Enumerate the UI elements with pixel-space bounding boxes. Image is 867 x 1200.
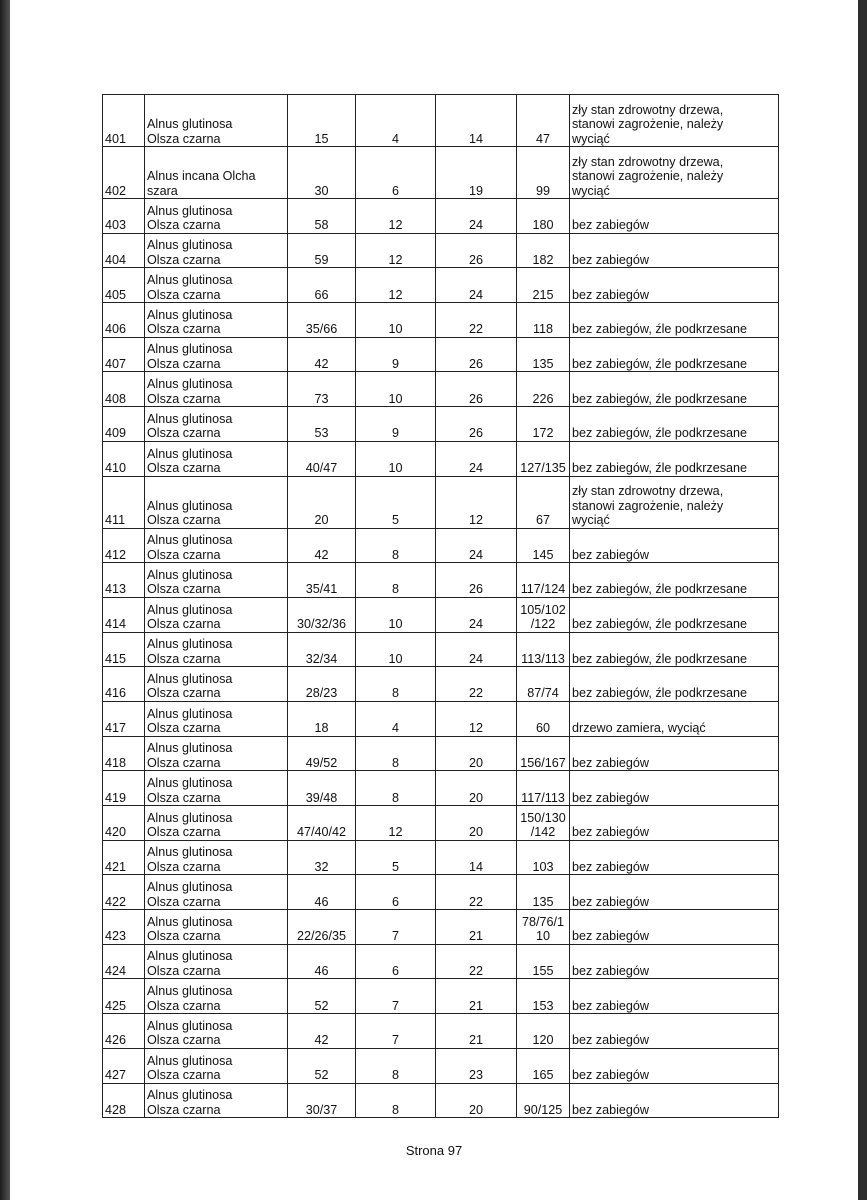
value-cell: 78/76/1 10 — [517, 910, 570, 945]
value-cell: 67 — [517, 476, 570, 528]
species-name: Alnus glutinosa Olsza czarna — [145, 1083, 288, 1118]
remarks-cell: bez zabiegów — [570, 1014, 779, 1049]
tree-number: 402 — [103, 147, 145, 199]
height-cell: 5 — [356, 840, 436, 875]
remarks-cell: bez zabiegów — [570, 840, 779, 875]
species-name: Alnus glutinosa Olsza czarna — [145, 441, 288, 476]
circumference-cell: 39/48 — [288, 771, 356, 806]
species-name: Alnus glutinosa Olsza czarna — [145, 840, 288, 875]
table-row — [103, 667, 779, 702]
species-name: Alnus glutinosa Olsza czarna — [145, 1014, 288, 1049]
circumference-cell: 42 — [288, 1014, 356, 1049]
tree-number: 426 — [103, 1014, 145, 1049]
table-row — [103, 736, 779, 771]
height-cell: 12 — [356, 806, 436, 841]
value-cell: 172 — [517, 407, 570, 442]
circumference-cell: 30/37 — [288, 1083, 356, 1118]
species-name: Alnus glutinosa Olsza czarna — [145, 303, 288, 338]
table-row — [103, 806, 779, 841]
crown-cell: 24 — [436, 441, 517, 476]
table-row — [103, 944, 779, 979]
remarks-cell: bez zabiegów — [570, 233, 779, 268]
tree-number: 411 — [103, 476, 145, 528]
tree-number: 404 — [103, 233, 145, 268]
remarks-cell: bez zabiegów, źle podkrzesane — [570, 563, 779, 598]
table-row — [103, 840, 779, 875]
remarks-cell: zły stan zdrowotny drzewa, stanowi zagrożenie, należy wyciąć — [570, 147, 779, 199]
crown-cell: 20 — [436, 1083, 517, 1118]
value-cell: 215 — [517, 268, 570, 303]
circumference-cell: 47/40/42 — [288, 806, 356, 841]
value-cell: 226 — [517, 372, 570, 407]
circumference-cell: 46 — [288, 944, 356, 979]
crown-cell: 12 — [436, 701, 517, 736]
tree-number: 427 — [103, 1048, 145, 1083]
table-row — [103, 1048, 779, 1083]
remarks-cell: bez zabiegów — [570, 979, 779, 1014]
height-cell: 10 — [356, 632, 436, 667]
table-row — [103, 199, 779, 234]
species-name: Alnus glutinosa Olsza czarna — [145, 667, 288, 702]
value-cell: 165 — [517, 1048, 570, 1083]
remarks-cell: bez zabiegów, źle podkrzesane — [570, 337, 779, 372]
height-cell: 7 — [356, 910, 436, 945]
crown-cell: 12 — [436, 476, 517, 528]
remarks-cell: bez zabiegów, źle podkrzesane — [570, 597, 779, 632]
crown-cell: 14 — [436, 840, 517, 875]
species-name: Alnus glutinosa Olsza czarna — [145, 910, 288, 945]
value-cell: 103 — [517, 840, 570, 875]
table-row — [103, 407, 779, 442]
species-name: Alnus glutinosa Olsza czarna — [145, 979, 288, 1014]
crown-cell: 24 — [436, 528, 517, 563]
tree-number: 413 — [103, 563, 145, 598]
height-cell: 7 — [356, 979, 436, 1014]
table-row — [103, 441, 779, 476]
value-cell: 90/125 — [517, 1083, 570, 1118]
table-row — [103, 372, 779, 407]
height-cell: 10 — [356, 441, 436, 476]
species-name: Alnus glutinosa Olsza czarna — [145, 95, 288, 147]
value-cell: 182 — [517, 233, 570, 268]
circumference-cell: 35/41 — [288, 563, 356, 598]
table-row — [103, 268, 779, 303]
species-name: Alnus glutinosa Olsza czarna — [145, 597, 288, 632]
scan-right-edge — [858, 0, 867, 1200]
value-cell: 153 — [517, 979, 570, 1014]
tree-number: 420 — [103, 806, 145, 841]
table-row — [103, 1083, 779, 1118]
tree-number: 405 — [103, 268, 145, 303]
crown-cell: 26 — [436, 337, 517, 372]
tree-number: 410 — [103, 441, 145, 476]
species-name: Alnus glutinosa Olsza czarna — [145, 944, 288, 979]
tree-number: 419 — [103, 771, 145, 806]
height-cell: 12 — [356, 199, 436, 234]
circumference-cell: 42 — [288, 528, 356, 563]
value-cell: 99 — [517, 147, 570, 199]
table-row — [103, 632, 779, 667]
table-row — [103, 95, 779, 147]
remarks-cell: drzewo zamiera, wyciąć — [570, 701, 779, 736]
crown-cell: 26 — [436, 563, 517, 598]
circumference-cell: 32/34 — [288, 632, 356, 667]
species-name: Alnus glutinosa Olsza czarna — [145, 337, 288, 372]
height-cell: 10 — [356, 597, 436, 632]
circumference-cell: 15 — [288, 95, 356, 147]
tree-number: 407 — [103, 337, 145, 372]
remarks-cell: zły stan zdrowotny drzewa, stanowi zagrożenie, należy wyciąć — [570, 476, 779, 528]
species-name: Alnus glutinosa Olsza czarna — [145, 875, 288, 910]
crown-cell: 24 — [436, 632, 517, 667]
tree-number: 406 — [103, 303, 145, 338]
height-cell: 4 — [356, 701, 436, 736]
remarks-cell: bez zabiegów, źle podkrzesane — [570, 407, 779, 442]
circumference-cell: 52 — [288, 979, 356, 1014]
value-cell: 60 — [517, 701, 570, 736]
crown-cell: 20 — [436, 806, 517, 841]
table-body — [103, 95, 779, 1118]
height-cell: 9 — [356, 407, 436, 442]
table-row — [103, 910, 779, 945]
height-cell: 8 — [356, 771, 436, 806]
species-name: Alnus glutinosa Olsza czarna — [145, 771, 288, 806]
species-name: Alnus glutinosa Olsza czarna — [145, 806, 288, 841]
tree-number: 416 — [103, 667, 145, 702]
height-cell: 8 — [356, 1083, 436, 1118]
crown-cell: 21 — [436, 979, 517, 1014]
table-row — [103, 147, 779, 199]
crown-cell: 22 — [436, 667, 517, 702]
height-cell: 8 — [356, 563, 436, 598]
value-cell: 117/124 — [517, 563, 570, 598]
table-row — [103, 979, 779, 1014]
circumference-cell: 58 — [288, 199, 356, 234]
circumference-cell: 18 — [288, 701, 356, 736]
value-cell: 127/135 — [517, 441, 570, 476]
height-cell: 10 — [356, 303, 436, 338]
crown-cell: 21 — [436, 910, 517, 945]
table-row — [103, 563, 779, 598]
species-name: Alnus incana Olcha szara — [145, 147, 288, 199]
remarks-cell: bez zabiegów, źle podkrzesane — [570, 303, 779, 338]
crown-cell: 24 — [436, 268, 517, 303]
height-cell: 12 — [356, 233, 436, 268]
value-cell: 117/113 — [517, 771, 570, 806]
height-cell: 7 — [356, 1014, 436, 1049]
value-cell: 135 — [517, 337, 570, 372]
circumference-cell: 59 — [288, 233, 356, 268]
value-cell: 156/167 — [517, 736, 570, 771]
height-cell: 4 — [356, 95, 436, 147]
crown-cell: 24 — [436, 199, 517, 234]
table-row — [103, 233, 779, 268]
circumference-cell: 52 — [288, 1048, 356, 1083]
table-row — [103, 1014, 779, 1049]
table-row — [103, 597, 779, 632]
tree-inventory-table — [102, 94, 779, 1118]
circumference-cell: 28/23 — [288, 667, 356, 702]
circumference-cell: 40/47 — [288, 441, 356, 476]
tree-number: 418 — [103, 736, 145, 771]
crown-cell: 23 — [436, 1048, 517, 1083]
species-name: Alnus glutinosa Olsza czarna — [145, 1048, 288, 1083]
page-number: Strona 97 — [405, 1143, 463, 1158]
value-cell: 150/130 /142 — [517, 806, 570, 841]
remarks-cell: bez zabiegów — [570, 875, 779, 910]
height-cell: 8 — [356, 736, 436, 771]
crown-cell: 14 — [436, 95, 517, 147]
height-cell: 6 — [356, 147, 436, 199]
species-name: Alnus glutinosa Olsza czarna — [145, 736, 288, 771]
tree-number: 412 — [103, 528, 145, 563]
table-row — [103, 528, 779, 563]
circumference-cell: 20 — [288, 476, 356, 528]
circumference-cell: 42 — [288, 337, 356, 372]
tree-number: 423 — [103, 910, 145, 945]
height-cell: 5 — [356, 476, 436, 528]
remarks-cell: bez zabiegów — [570, 1048, 779, 1083]
crown-cell: 22 — [436, 944, 517, 979]
tree-number: 425 — [103, 979, 145, 1014]
crown-cell: 26 — [436, 407, 517, 442]
tree-number: 417 — [103, 701, 145, 736]
species-name: Alnus glutinosa Olsza czarna — [145, 268, 288, 303]
remarks-cell: bez zabiegów, źle podkrzesane — [570, 667, 779, 702]
crown-cell: 26 — [436, 233, 517, 268]
tree-number: 421 — [103, 840, 145, 875]
circumference-cell: 22/26/35 — [288, 910, 356, 945]
height-cell: 8 — [356, 528, 436, 563]
species-name: Alnus glutinosa Olsza czarna — [145, 407, 288, 442]
value-cell: 87/74 — [517, 667, 570, 702]
remarks-cell: bez zabiegów — [570, 528, 779, 563]
remarks-cell: bez zabiegów, źle podkrzesane — [570, 372, 779, 407]
circumference-cell: 66 — [288, 268, 356, 303]
height-cell: 8 — [356, 667, 436, 702]
crown-cell: 22 — [436, 303, 517, 338]
table-row — [103, 303, 779, 338]
value-cell: 180 — [517, 199, 570, 234]
crown-cell: 24 — [436, 597, 517, 632]
value-cell: 145 — [517, 528, 570, 563]
circumference-cell: 53 — [288, 407, 356, 442]
circumference-cell: 32 — [288, 840, 356, 875]
tree-number: 428 — [103, 1083, 145, 1118]
remarks-cell: bez zabiegów — [570, 944, 779, 979]
remarks-cell: bez zabiegów, źle podkrzesane — [570, 441, 779, 476]
circumference-cell: 73 — [288, 372, 356, 407]
species-name: Alnus glutinosa Olsza czarna — [145, 233, 288, 268]
remarks-cell: bez zabiegów — [570, 806, 779, 841]
crown-cell: 19 — [436, 147, 517, 199]
circumference-cell: 30/32/36 — [288, 597, 356, 632]
species-name: Alnus glutinosa Olsza czarna — [145, 199, 288, 234]
crown-cell: 20 — [436, 736, 517, 771]
height-cell: 6 — [356, 875, 436, 910]
crown-cell: 22 — [436, 875, 517, 910]
value-cell: 135 — [517, 875, 570, 910]
remarks-cell: bez zabiegów — [570, 771, 779, 806]
crown-cell: 20 — [436, 771, 517, 806]
scan-left-edge — [0, 0, 10, 1200]
circumference-cell: 30 — [288, 147, 356, 199]
table-row — [103, 771, 779, 806]
value-cell: 155 — [517, 944, 570, 979]
remarks-cell: bez zabiegów — [570, 910, 779, 945]
remarks-cell: bez zabiegów — [570, 1083, 779, 1118]
height-cell: 9 — [356, 337, 436, 372]
crown-cell: 26 — [436, 372, 517, 407]
crown-cell: 21 — [436, 1014, 517, 1049]
species-name: Alnus glutinosa Olsza czarna — [145, 701, 288, 736]
remarks-cell: zły stan zdrowotny drzewa, stanowi zagrożenie, należy wyciąć — [570, 95, 779, 147]
remarks-cell: bez zabiegów — [570, 199, 779, 234]
remarks-cell: bez zabiegów — [570, 736, 779, 771]
circumference-cell: 35/66 — [288, 303, 356, 338]
species-name: Alnus glutinosa Olsza czarna — [145, 476, 288, 528]
document-page — [10, 0, 858, 1200]
remarks-cell: bez zabiegów, źle podkrzesane — [570, 632, 779, 667]
height-cell: 12 — [356, 268, 436, 303]
height-cell: 10 — [356, 372, 436, 407]
tree-number: 403 — [103, 199, 145, 234]
remarks-cell: bez zabiegów — [570, 268, 779, 303]
tree-number: 401 — [103, 95, 145, 147]
value-cell: 118 — [517, 303, 570, 338]
tree-number: 408 — [103, 372, 145, 407]
tree-number: 414 — [103, 597, 145, 632]
table-row — [103, 476, 779, 528]
table-row — [103, 701, 779, 736]
tree-number: 415 — [103, 632, 145, 667]
tree-number: 424 — [103, 944, 145, 979]
height-cell: 8 — [356, 1048, 436, 1083]
tree-number: 422 — [103, 875, 145, 910]
value-cell: 120 — [517, 1014, 570, 1049]
species-name: Alnus glutinosa Olsza czarna — [145, 372, 288, 407]
value-cell: 105/102 /122 — [517, 597, 570, 632]
height-cell: 6 — [356, 944, 436, 979]
value-cell: 113/113 — [517, 632, 570, 667]
circumference-cell: 49/52 — [288, 736, 356, 771]
tree-number: 409 — [103, 407, 145, 442]
circumference-cell: 46 — [288, 875, 356, 910]
table-row — [103, 875, 779, 910]
species-name: Alnus glutinosa Olsza czarna — [145, 632, 288, 667]
table-row — [103, 337, 779, 372]
value-cell: 47 — [517, 95, 570, 147]
species-name: Alnus glutinosa Olsza czarna — [145, 563, 288, 598]
species-name: Alnus glutinosa Olsza czarna — [145, 528, 288, 563]
